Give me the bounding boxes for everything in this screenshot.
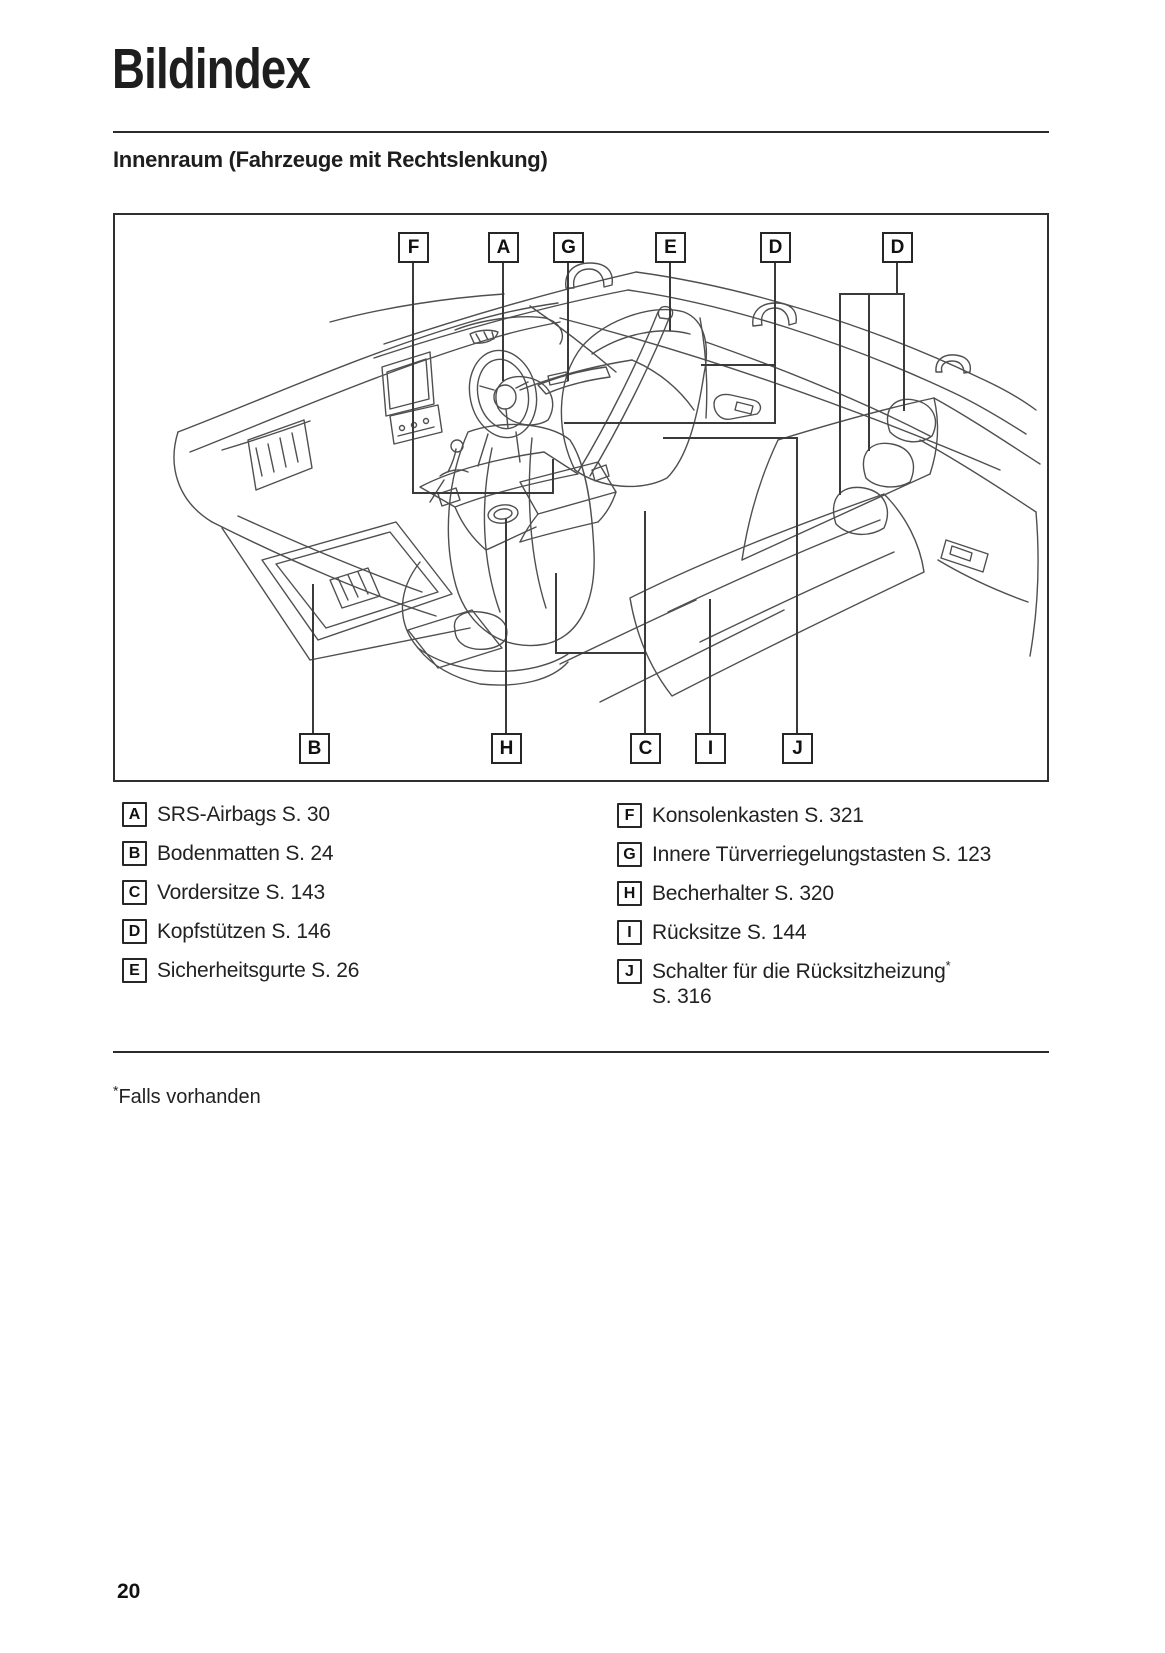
callout-letter: D [890,236,905,258]
legend-label: Becherhalter S. 320 [652,882,834,905]
callout-letter: G [561,236,576,258]
legend-letter-box [617,803,642,828]
callout-box-c [630,733,661,764]
legend-item-a [122,802,359,827]
legend-label: Vordersitze S. 143 [157,881,325,904]
legend-item-b [122,841,359,866]
legend-letter: I [627,923,632,941]
callout-letter: E [664,236,677,258]
callout-box-e [655,232,686,263]
legend-left-column [122,802,359,997]
legend-letter: J [625,962,634,980]
callout-letter: C [638,737,653,759]
legend-letter-box [617,959,642,984]
legend-letter: B [128,844,141,862]
legend-label: Sicherheitsgurte S. 26 [157,959,360,982]
legend-right-column [617,803,991,1023]
callout-box-h [491,733,522,764]
legend-letter-box [122,919,147,944]
legend-label: Konsolenkasten S. 321 [652,804,864,827]
legend-letter-box [617,920,642,945]
legend-item-e [122,958,359,983]
legend-label: Innere Türverriegelungstasten S. 123 [652,843,992,866]
divider-bottom [113,1051,1049,1053]
legend-label: Bodenmatten S. 24 [157,842,334,865]
car-interior-illustration [113,213,1049,782]
divider-top [113,131,1049,133]
callout-box-b [299,733,330,764]
legend-letter-box [122,880,147,905]
legend-item-f [617,803,991,828]
callout-letter: A [496,236,511,258]
legend-letter-box [617,842,642,867]
legend-label: SRS-Airbags S. 30 [157,803,330,826]
legend-item-j [617,959,991,1009]
page-number: 20 [117,1580,141,1603]
callout-letter: H [499,737,514,759]
legend-item-i [617,920,991,945]
legend-letter-box [122,802,147,827]
legend-letter: H [623,884,636,902]
footnote-marker: * [945,958,951,973]
callout-box-i [695,733,726,764]
legend-label [652,959,950,1009]
callout-letter: J [792,737,803,759]
legend-letter-box [617,881,642,906]
legend-letter: C [128,883,141,901]
legend-item-g [617,842,991,867]
callout-box-j [782,733,813,764]
legend-letter: F [624,806,635,824]
callout-letter: F [407,236,420,258]
interior-diagram [113,213,1049,782]
legend-letter: D [128,922,141,940]
legend-label: Rücksitze S. 144 [652,921,807,944]
callout-letter: I [707,737,714,759]
callout-box-d-2 [882,232,913,263]
legend-letter: E [129,961,140,979]
legend-letter-box [122,841,147,866]
leader-lines [313,262,904,733]
footnote-asterisk: * [113,1082,119,1099]
legend-label-line2: S. 316 [652,985,712,1008]
legend-item-h [617,881,991,906]
legend-letter-box [122,958,147,983]
callout-box-g [553,232,584,263]
footnote-text: Falls vorhanden [118,1086,261,1108]
callout-letter: D [768,236,783,258]
legend-label: Kopfstützen S. 146 [157,920,331,943]
callout-box-f [398,232,429,263]
legend-letter: G [623,845,636,863]
legend-letter: A [128,805,141,823]
section-heading: Innenraum (Fahrzeuge mit Rechtslenkung) [113,147,548,172]
legend-label-text: Schalter für die Rücksitzheizung [652,960,946,983]
callout-box-d-1 [760,232,791,263]
legend-item-d [122,919,359,944]
page-title: Bildindex [112,37,311,101]
footnote [113,1082,261,1109]
legend-item-c [122,880,359,905]
callout-letter: B [307,737,322,759]
callout-box-a [488,232,519,263]
